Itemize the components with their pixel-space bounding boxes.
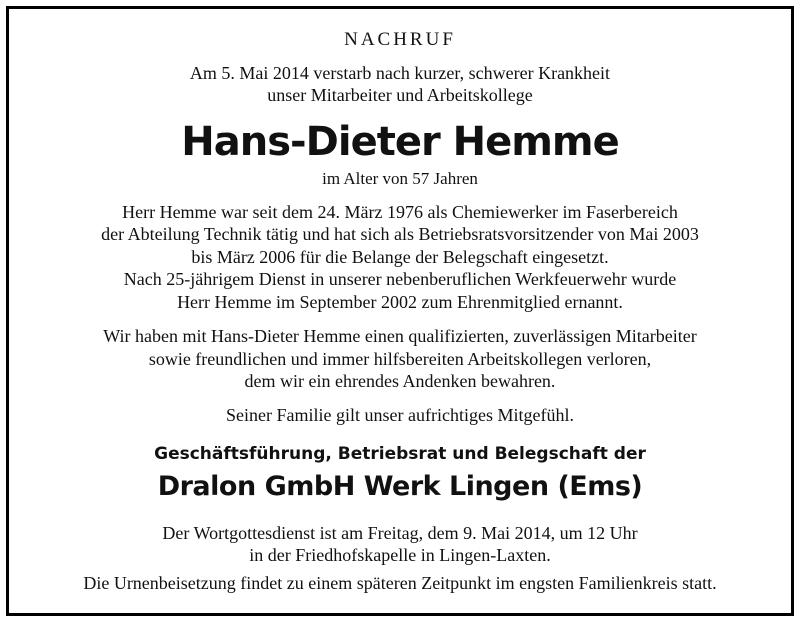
career-line-5: Herr Hemme im September 2002 zum Ehrenmitglied ernannt. — [177, 292, 623, 312]
career-line-4: Nach 25-jährigem Dienst in unserer nebenberuflichen Werkfeuerwehr wurde — [123, 269, 677, 289]
tribute-line-3: dem wir ein ehrendes Andenken bewahren. — [244, 371, 556, 391]
notice-heading: NACHRUF — [344, 29, 456, 50]
career-line-3: bis März 2006 für die Belange der Belegschaft eingesetzt. — [191, 247, 609, 267]
tribute-line-1: Wir haben mit Hans-Dieter Hemme einen qualifizierten, zuverlässigen Mitarbeiter — [103, 326, 697, 346]
obituary-notice — [6, 6, 794, 616]
intro-line-1: Am 5. Mai 2014 verstarb nach kurzer, schwerer Krankheit — [189, 63, 611, 83]
deceased-name: Hans-Dieter Hemme — [181, 119, 619, 165]
tribute-line-2: sowie freundlichen und immer hilfsbereiten Arbeitskollegen verloren, — [148, 349, 652, 369]
burial-line: Die Urnenbeisetzung findet zu einem späteren Zeitpunkt im engsten Familienkreis statt. — [83, 573, 717, 593]
career-line-2: der Abteilung Technik tätig und hat sich als Betriebsratsvorsitzender von Mai 2003 — [101, 224, 699, 244]
signatories-line: Geschäftsführung, Betriebsrat und Belegschaft der — [154, 444, 646, 464]
service-line-2: in der Friedhofskapelle in Lingen-Laxten. — [249, 545, 551, 565]
company-name: Dralon GmbH Werk Lingen (Ems) — [157, 471, 643, 502]
intro-line-2: unser Mitarbeiter und Arbeitskollege — [267, 85, 533, 105]
service-line-1: Der Wortgottesdienst ist am Freitag, dem 9. Mai 2014, um 12 Uhr — [162, 523, 638, 543]
age-line: im Alter von 57 Jahren — [322, 169, 478, 188]
condolence-line: Seiner Familie gilt unser aufrichtiges Mitgefühl. — [226, 405, 574, 425]
career-line-1: Herr Hemme war seit dem 24. März 1976 als Chemiewerker im Faserbereich — [122, 202, 678, 222]
